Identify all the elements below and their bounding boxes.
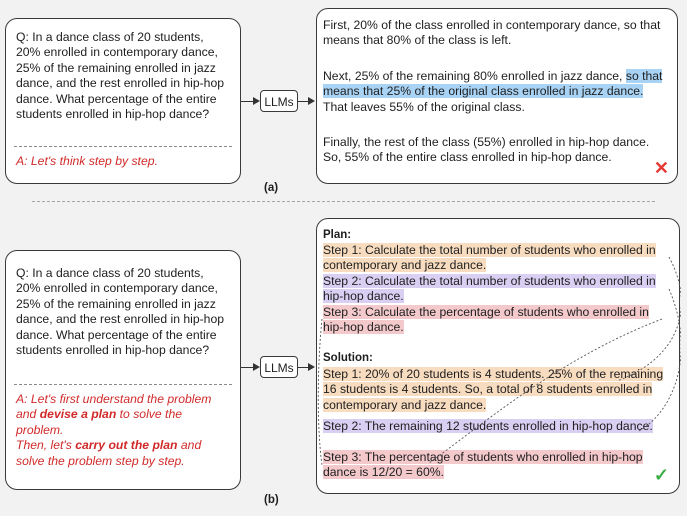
question-box-a bbox=[5, 18, 241, 184]
solution-step-2: Step 2: The remaining 12 students enrolled in hip-hop dance. bbox=[323, 419, 653, 433]
llm-box-b: LLMs bbox=[260, 356, 298, 378]
question-text-a: Q: In a dance class of 20 students, 20% enrolled in contemporary dance, 25% of the remaining enrolled in jazz dance, and the rest enrolled in hip-hop dance. What percentage of the entire students enrolled in hip-hop dance? bbox=[16, 30, 225, 122]
output-a-paragraph-3: Finally, the rest of the class (55%) enrolled in hip-hop dance. So, 55% of the entire class enrolled in hip-hop dance. bbox=[323, 135, 650, 165]
plan-step-3: Step 3: Calculate the percentage of students who enrolled in hip-hop dance. bbox=[323, 305, 649, 335]
wrong-reasoning-highlight: so that means that 25% of the original class enrolled in jazz dance. bbox=[323, 69, 663, 99]
solution-heading: Solution: bbox=[323, 352, 373, 364]
arrow-in-b-head bbox=[253, 363, 260, 371]
caption-b: (b) bbox=[264, 494, 279, 506]
plan-step-1: Step 1: Calculate the total number of students who enrolled in contemporary and jazz dance. bbox=[323, 243, 656, 273]
check-icon: ✓ bbox=[653, 465, 669, 485]
question-box-b bbox=[5, 250, 241, 490]
plan-step-2: Step 2: Calculate the total number of students who enrolled in hip-hop dance. bbox=[323, 274, 656, 304]
arrow-out-b-head bbox=[308, 363, 315, 371]
output-box-b bbox=[316, 218, 680, 494]
llm-box-a: LLMs bbox=[260, 90, 298, 112]
section-divider bbox=[32, 201, 655, 202]
output-box-a bbox=[316, 8, 678, 184]
output-a-paragraph-2: Next, 25% of the remaining 80% enrolled in jazz dance, so that means that 25% of the original class enrolled in jazz dance. That leaves 55% of the original class. bbox=[323, 69, 663, 114]
arrow-out-a-head bbox=[308, 97, 315, 105]
answer-prompt-b: A: Let's first understand the problem and devise a plan to solve the problem. Then, let's carry out the plan and solve the problem step by step. bbox=[16, 392, 212, 468]
plan-heading: Plan: bbox=[323, 229, 352, 241]
question-text-b: Q: In a dance class of 20 students, 20% enrolled in contemporary dance, 25% of the remaining enrolled in jazz dance, and the rest enrolled in hip-hop dance. What percentage of the entire students enrolled in hip-hop dance? bbox=[16, 266, 225, 358]
divider-a bbox=[14, 146, 232, 147]
solution-step-1: Step 1: 20% of 20 students is 4 students. 25% of the remaining 16 students is 4 students. So, a total of 8 students enrolled in contemporary and jazz dance. bbox=[323, 367, 664, 412]
output-a-paragraph-1: First, 20% of the class enrolled in contemporary dance, so that means that 80% of the class is left. bbox=[323, 18, 661, 48]
divider-b bbox=[14, 384, 232, 385]
caption-a: (a) bbox=[264, 182, 279, 194]
solution-step-3: Step 3: The percentage of students who enrolled in hip-hop dance is 12/20 = 60%. bbox=[323, 450, 643, 480]
arrow-in-a-head bbox=[253, 97, 260, 105]
cross-icon: ✕ bbox=[653, 158, 669, 178]
answer-prompt-a: A: Let's think step by step. bbox=[16, 154, 158, 168]
